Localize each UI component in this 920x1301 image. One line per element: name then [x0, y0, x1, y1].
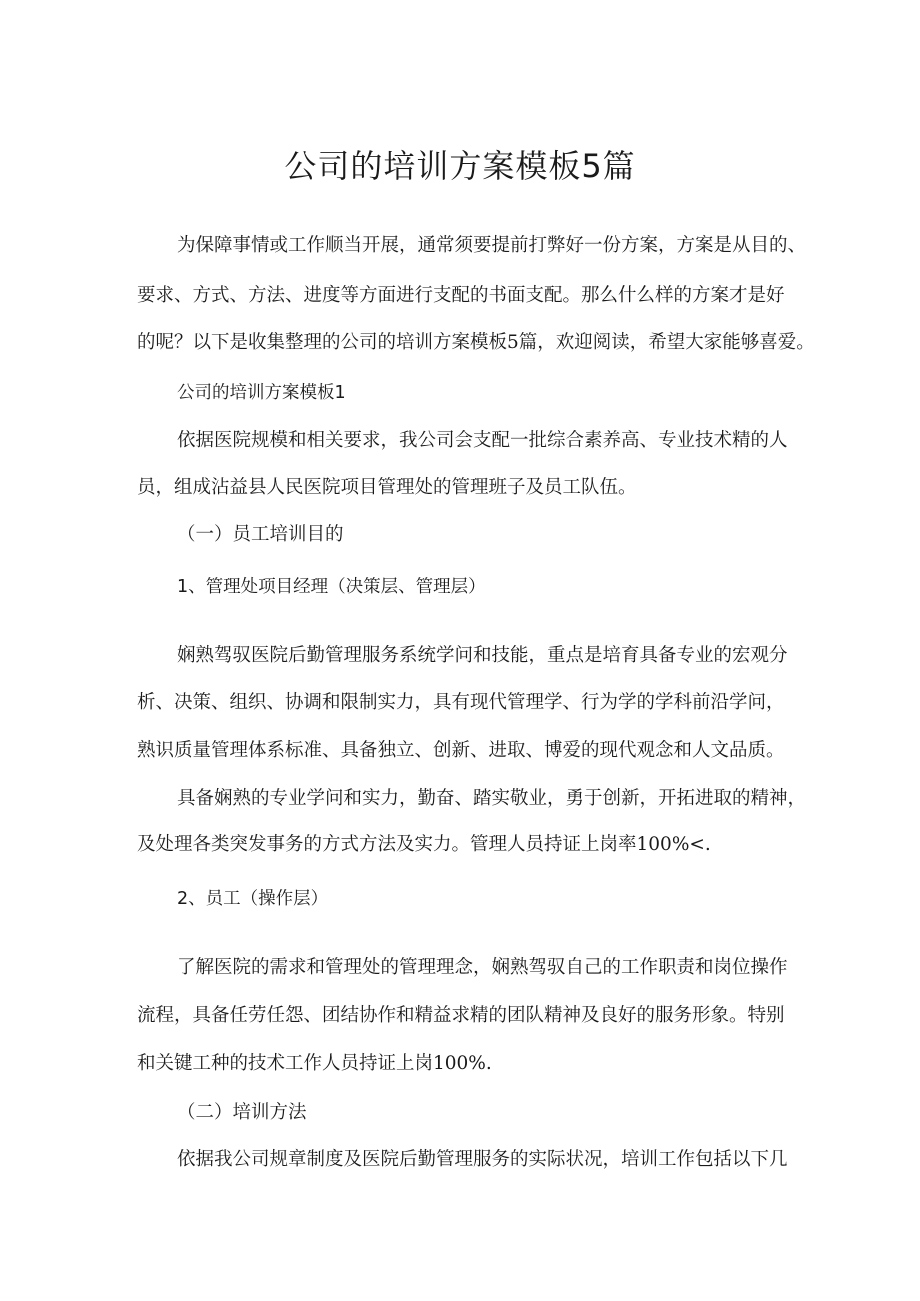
intro-line-2: 要求、方式、方法、进度等方面进行支配的书面支配。那么什么样的方案才是好: [137, 285, 785, 306]
body-line-14: 了解医院的需求和管理处的管理理念，娴熟驾驭自己的工作职责和岗位操作: [177, 957, 788, 978]
body-line-8: 娴熟驾驭医院后勤管理服务系统学问和技能，重点是培育具备专业的宏观分: [177, 645, 788, 666]
body-line-5: 员，组成沾益县人民医院项目管理处的管理班子及员工队伍。: [137, 477, 637, 498]
subsection-heading-purpose: （一）员工培训目的: [177, 524, 344, 545]
document-title: 公司的培训方案模板5篇: [284, 147, 636, 185]
subsection-heading-method: （二）培训方法: [177, 1102, 307, 1123]
item-heading-manager: 1、管理处项目经理（决策层、管理层）: [177, 577, 486, 597]
body-line-18: 依据我公司规章制度及医院后勤管理服务的实际状况，培训工作包括以下几: [177, 1149, 788, 1170]
body-line-11: 具备娴熟的专业学问和实力，勤奋、踏实敬业，勇于创新，开拓进取的精神，: [177, 788, 807, 809]
body-line-4: 依据医院规模和相关要求，我公司会支配一批综合素养高、专业技术精的人: [177, 430, 788, 451]
body-line-12: 及处理各类突发事务的方式方法及实力。管理人员持证上岗率100%<.: [137, 834, 711, 855]
body-line-9: 析、决策、组织、协调和限制实力，具有现代管理学、行为学的学科前沿学问，: [137, 692, 785, 713]
body-line-10: 熟识质量管理体系标准、具备独立、创新、进取、博爱的现代观念和人文品质。: [137, 740, 785, 761]
item-heading-staff: 2、员工（操作层）: [177, 889, 329, 909]
intro-line-1: 为保障事情或工作顺当开展，通常须要提前打弊好一份方案，方案是从目的、: [177, 235, 807, 256]
body-line-15: 流程，具备任劳任怨、团结协作和精益求精的团队精神及良好的服务形象。特别: [137, 1005, 785, 1026]
intro-line-3: 的呢？以下是收集整理的公司的培训方案模板5篇，欢迎阅读，希望大家能够喜爱。: [137, 332, 815, 353]
section-heading-template-1: 公司的培训方案模板1: [177, 383, 346, 403]
body-line-16: 和关键工种的技术工作人员持证上岗100%.: [137, 1053, 492, 1074]
